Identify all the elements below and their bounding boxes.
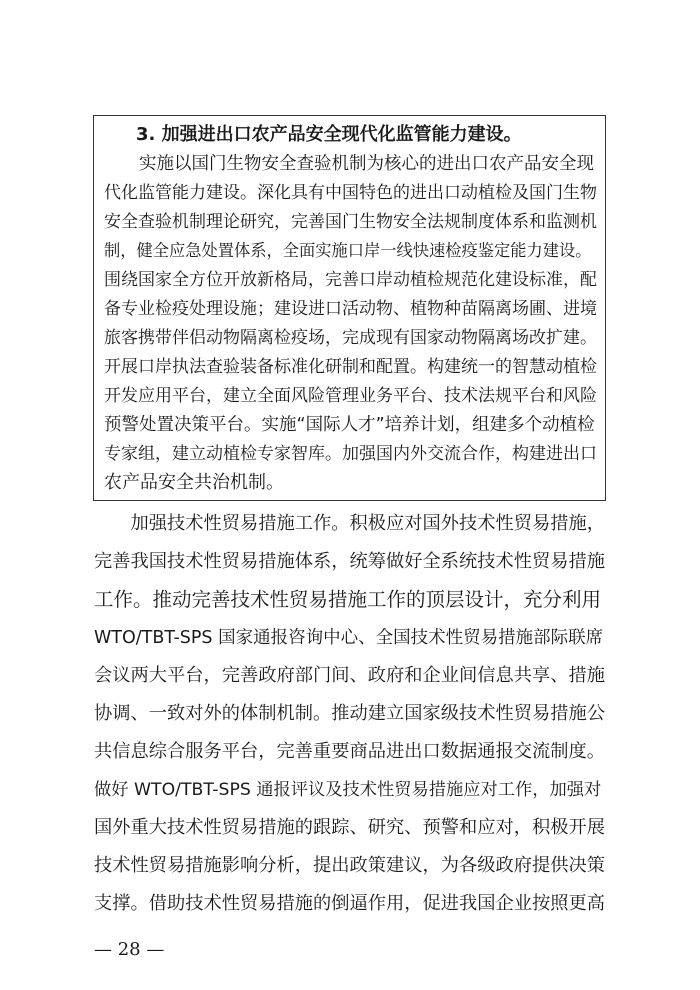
box-title: 3. 加强进出口农产品安全现代化监管能力建设。 — [136, 124, 522, 145]
body-text-line: 技术性贸易措施影响分析，提出政策建议，为各级政府提供决策 — [94, 855, 605, 876]
body-text-line: WTO/TBT-SPS 国家通报咨询中心、全国技术性贸易措施部际联席 — [94, 628, 604, 648]
box-text-line: 开发应用平台，建立全面风险管理业务平台、技术法规平台和风险 — [104, 386, 597, 406]
box-text-line: 旅客携带伴侣动物隔离检疫场，完成现有国家动物隔离场改扩建。 — [104, 328, 597, 348]
box-text-line: 专家组，建立动植检专家智库。加强国内外交流合作，构建进出口 — [104, 444, 597, 464]
box-text-line: 预警处置决策平台。实施“国际人才”培养计划，组建多个动植检 — [104, 415, 595, 435]
box-text-line: 代化监管能力建设。深化具有中国特色的进出口动植检及国门生物 — [104, 183, 597, 203]
body-text-line: 支撑。借助技术性贸易措施的倒逼作用，促进我国企业按照更高 — [94, 893, 605, 914]
body-text-line: 完善我国技术性贸易措施体系，统筹做好全系统技术性贸易措施 — [94, 551, 605, 572]
body-text-line: 国外重大技术性贸易措施的跟踪、研究、预警和应对，积极开展 — [94, 817, 605, 838]
page-number: — 28 — — [94, 939, 165, 960]
body-text-line: 协调、一致对外的体制机制。推动建立国家级技术性贸易措施公 — [94, 703, 605, 724]
box-text-line: 安全查验机制理论研究，完善国门生物安全法规制度体系和监测机 — [104, 212, 597, 232]
box-text-line: 开展口岸执法查验装备标准化研制和配置。构建统一的智慧动植检 — [104, 357, 597, 377]
box-text-line: 制，健全应急处置体系，全面实施口岸一线快速检疫鉴定能力建设。 — [104, 241, 592, 260]
body-text-line: 加强技术性贸易措施工作。积极应对国外技术性贸易措施， — [94, 513, 605, 534]
box-text-line: 实施以国门生物安全查验机制为核心的进出口农产品安全现 — [104, 154, 594, 174]
body-text-line: 共信息综合服务平台，完善重要商品进出口数据通报交流制度。 — [94, 741, 605, 762]
box-text-line: 围绕国家全方位开放新格局，完善口岸动植检规范化建设标准，配 — [104, 270, 597, 290]
body-text-line: 会议两大平台，完善政府部门间、政府和企业间信息共享、措施 — [94, 665, 605, 686]
box-text-line: 备专业检疫处理设施；建设进口活动物、植物种苗隔离场圃、进境 — [104, 299, 597, 319]
body-text-line: 做好 WTO/TBT-SPS 通报评议及技术性贸易措施应对工作，加强对 — [94, 780, 602, 800]
box-text-line: 农产品安全共治机制。 — [104, 472, 284, 493]
body-text-line: 工作。推动完善技术性贸易措施工作的顶层设计，充分利用 — [94, 588, 602, 611]
